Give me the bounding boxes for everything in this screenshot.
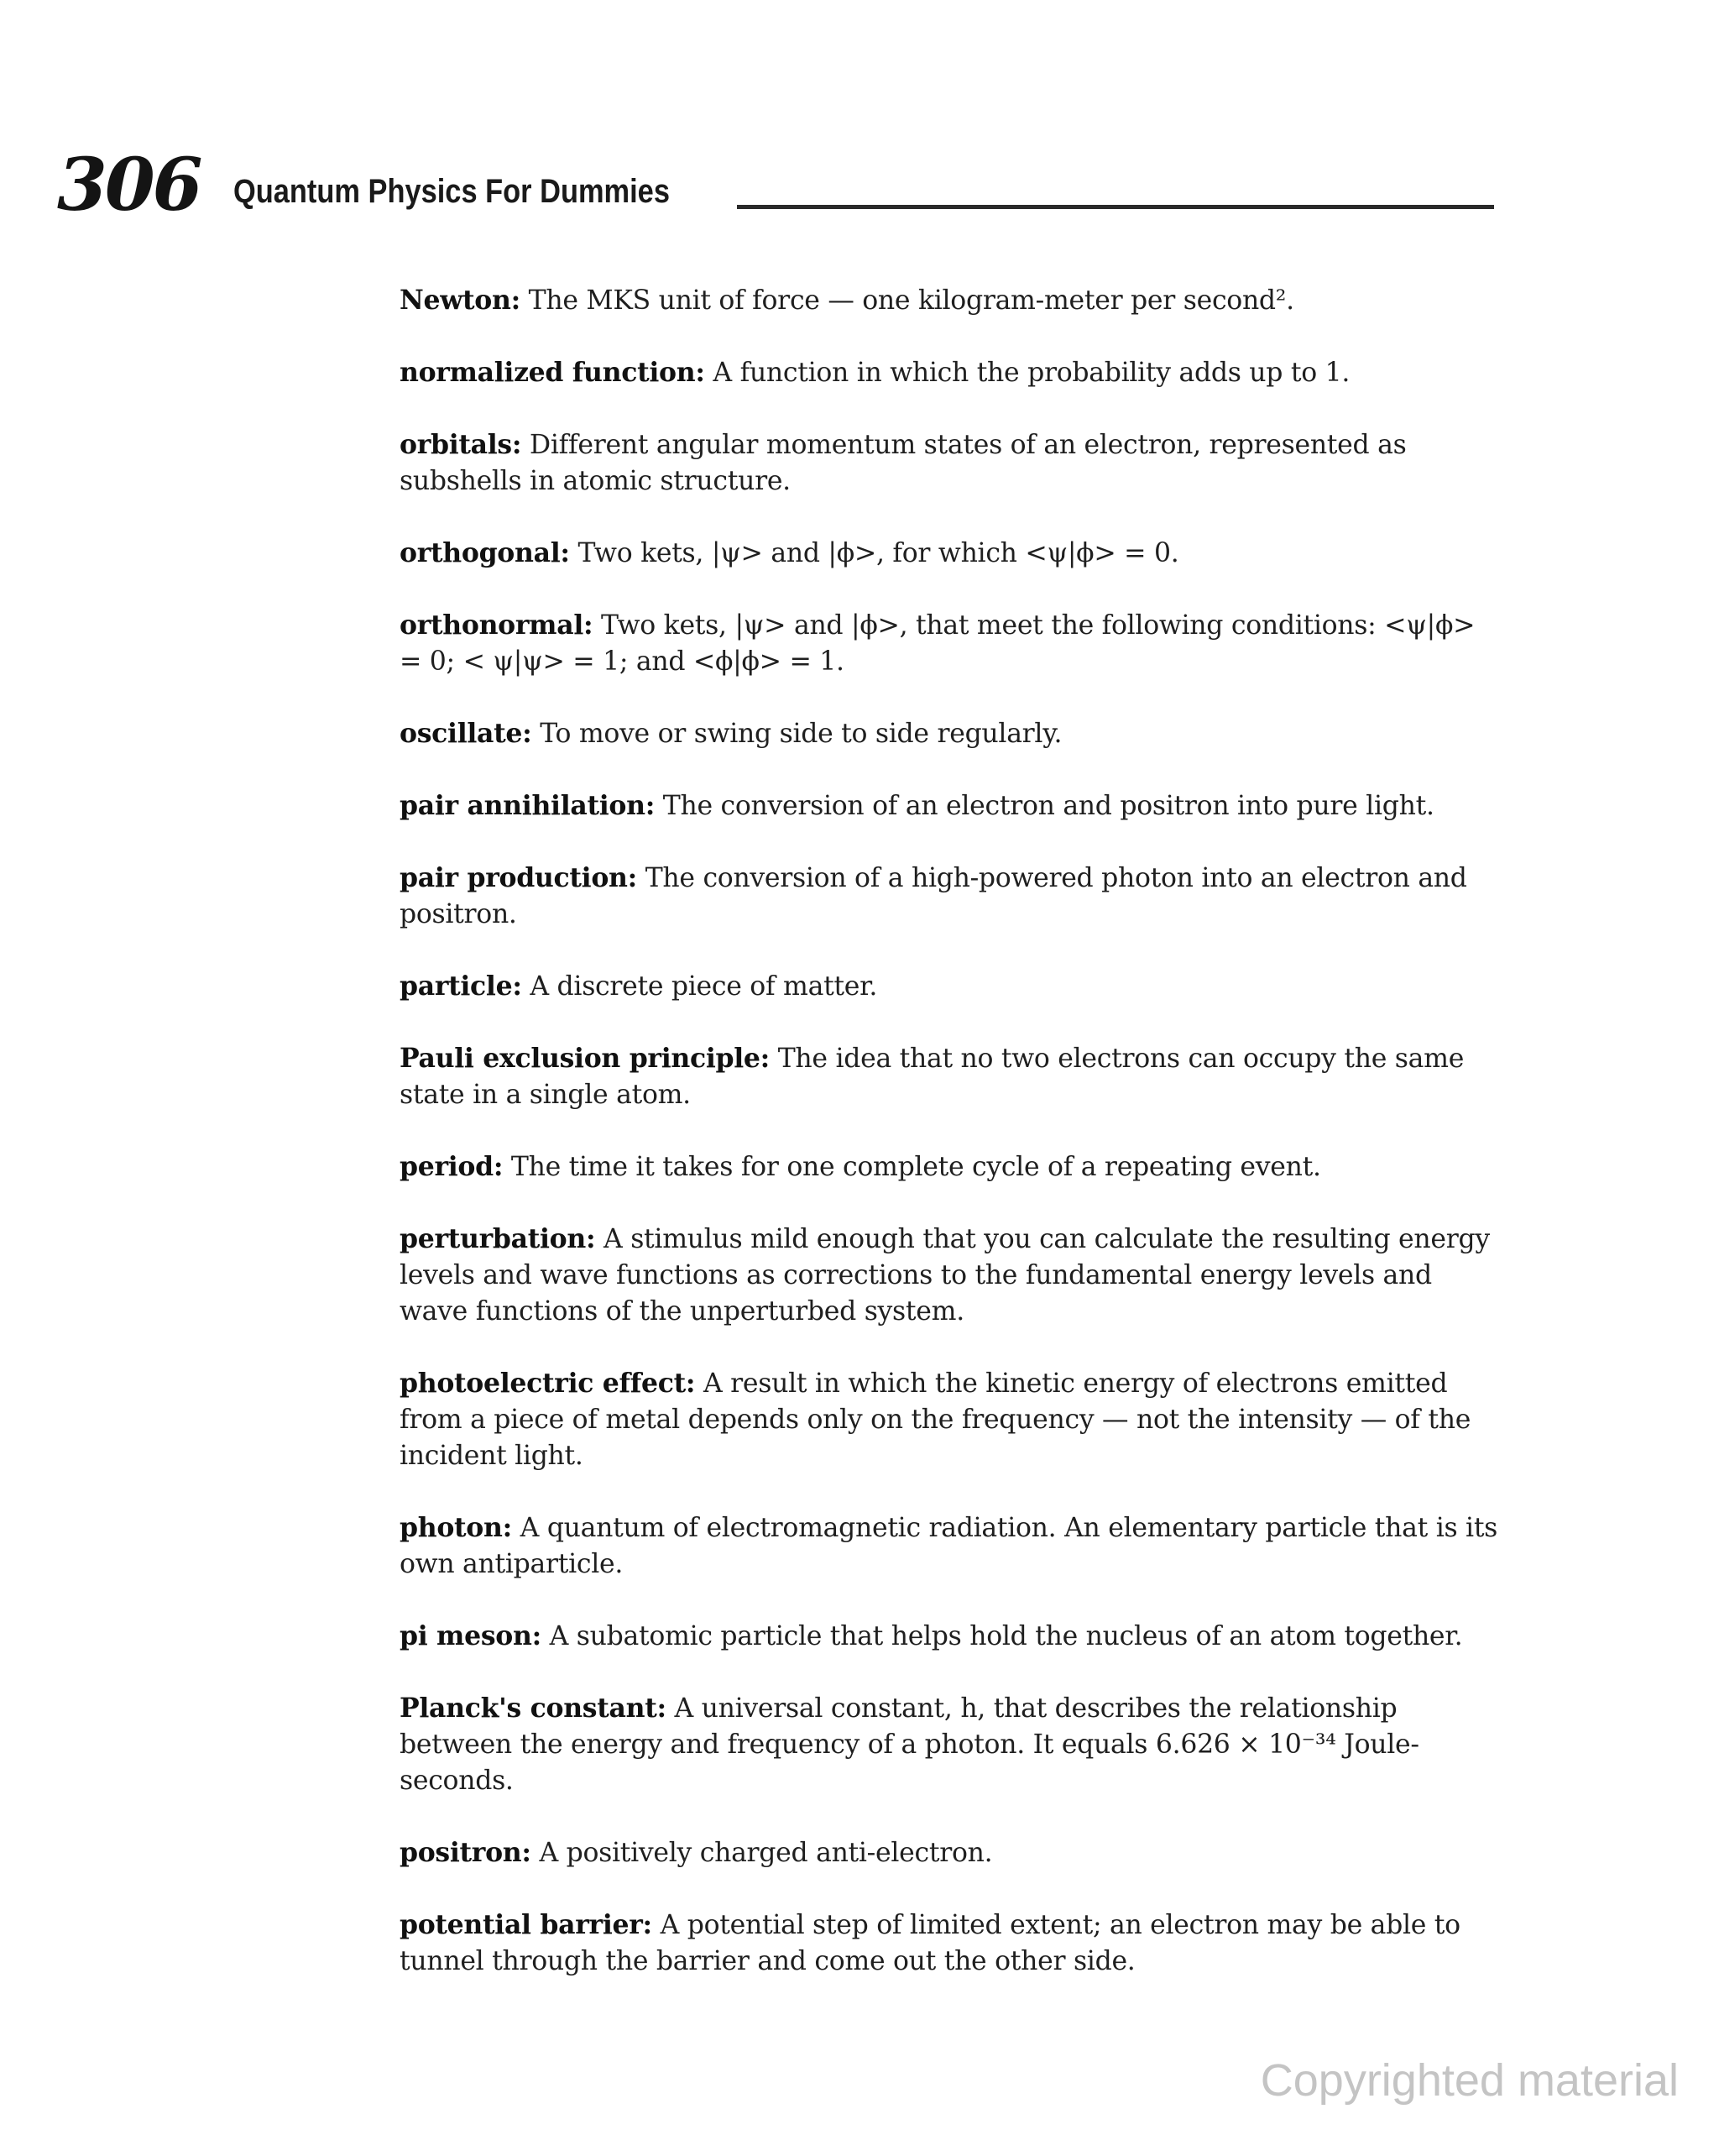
glossary-term: particle:: [400, 971, 522, 1002]
glossary-entry-particle: [400, 968, 1502, 1005]
glossary-entry-normalized-function: [400, 354, 1502, 391]
glossary-term: orbitals:: [400, 429, 522, 460]
glossary-entry-orthonormal: [400, 607, 1502, 680]
glossary-entry-pair-annihilation: [400, 788, 1502, 824]
glossary-term: Planck's constant:: [400, 1693, 666, 1724]
glossary-definition: A function in which the probability adds up to 1.: [713, 358, 1351, 388]
glossary-entry-orthogonal: [400, 535, 1502, 572]
glossary-term: photon:: [400, 1512, 512, 1543]
glossary-entry-orbitals: [400, 426, 1502, 500]
glossary-entry-photon: [400, 1510, 1502, 1583]
glossary-definition: The time it takes for one complete cycle of a repeating event.: [510, 1152, 1321, 1182]
glossary-term: oscillate:: [400, 718, 532, 749]
book-title: Quantum Physics For Dummies: [233, 173, 670, 210]
glossary-definition: A subatomic particle that helps hold the nucleus of an atom together.: [549, 1621, 1463, 1651]
page-number: 306: [57, 143, 201, 228]
glossary-entry-perturbation: [400, 1221, 1502, 1330]
glossary-term: orthonormal:: [400, 610, 593, 641]
glossary-definition: The MKS unit of force — one kilogram-meter per second².: [528, 285, 1294, 316]
glossary-definition: Two kets, |ψ> and |ϕ>, for which <ψ|ϕ> = 0.: [577, 538, 1179, 568]
glossary-term: potential barrier:: [400, 1909, 652, 1940]
glossary-entry-newton: [400, 282, 1502, 319]
glossary-term: pair annihilation:: [400, 790, 656, 821]
glossary-entry-period: [400, 1149, 1502, 1185]
glossary-term: pi meson:: [400, 1620, 541, 1651]
glossary-definition: A result in which the kinetic energy of electrons emitted from a piece of metal depends only on the frequency — not the intensity — of the incident light.: [400, 1368, 1471, 1471]
glossary-definition: The idea that no two electrons can occupy the same state in a single atom.: [400, 1044, 1465, 1110]
glossary-entry-plancks-constant: [400, 1690, 1502, 1799]
glossary-term: normalized function:: [400, 357, 705, 388]
glossary-term: pair production:: [400, 862, 637, 893]
glossary-definition: A positively charged anti-electron.: [539, 1838, 993, 1868]
glossary-term: Newton:: [400, 285, 520, 316]
glossary-definition: A potential step of limited extent; an electron may be able to tunnel through the barrier and come out the other side.: [400, 1910, 1460, 1976]
glossary-entry-oscillate: [400, 715, 1502, 752]
glossary-entry-photoelectric-effect: [400, 1365, 1502, 1474]
glossary-term: perturbation:: [400, 1223, 596, 1254]
glossary-definition: The conversion of a high-powered photon into an electron and positron.: [400, 863, 1467, 929]
header-rule: [737, 205, 1494, 209]
glossary-definition: Different angular momentum states of an electron, represented as subshells in atomic structure.: [400, 430, 1407, 496]
glossary-definition: The conversion of an electron and positron into pure light.: [662, 791, 1434, 821]
glossary-entry-potential-barrier: [400, 1907, 1502, 1980]
glossary-entry-pi-meson: [400, 1618, 1502, 1655]
glossary-definition: Two kets, |ψ> and |ϕ>, that meet the following conditions: <ψ|ϕ> = 0; < ψ|ψ> = 1; and <ϕ|ϕ> = 1.: [400, 610, 1476, 677]
glossary-term: positron:: [400, 1837, 531, 1868]
glossary-term: photoelectric effect:: [400, 1368, 696, 1399]
glossary-definition: To move or swing side to side regularly.: [540, 719, 1063, 749]
glossary-term: period:: [400, 1151, 504, 1182]
copyright-watermark: Copyrighted material: [1260, 2055, 1679, 2106]
glossary-definition: A discrete piece of matter.: [530, 971, 878, 1002]
glossary-entry-pauli-exclusion-principle: [400, 1040, 1502, 1113]
glossary-entry-positron: [400, 1834, 1502, 1871]
glossary-definition: A stimulus mild enough that you can calculate the resulting energy levels and wave functions as corrections to the fundamental energy levels and wave functions of the unperturbed system.: [400, 1224, 1490, 1327]
glossary-term: Pauli exclusion principle:: [400, 1043, 770, 1074]
glossary-definition: A universal constant, h, that describes the relationship between the energy and frequency of a photon. It equals 6.626 × 10⁻³⁴ Joule-seconds.: [400, 1693, 1419, 1796]
glossary-term: orthogonal:: [400, 537, 570, 568]
glossary-entry-pair-production: [400, 860, 1502, 933]
page-header: [57, 143, 1494, 228]
glossary-list: [400, 282, 1502, 2015]
glossary-definition: A quantum of electromagnetic radiation. An elementary particle that is its own antiparticle.: [400, 1513, 1498, 1579]
